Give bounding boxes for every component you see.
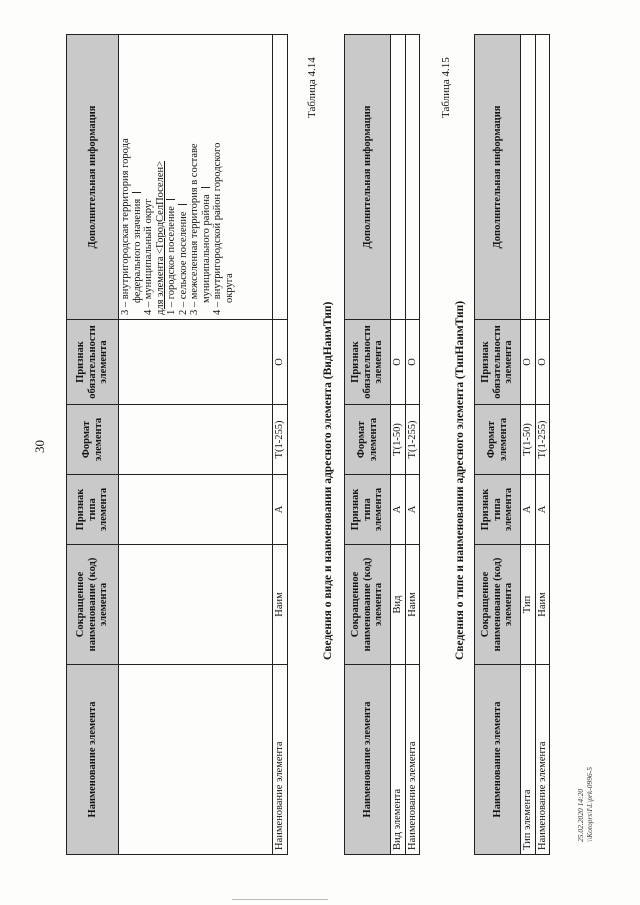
table-cell: О [521,320,536,405]
table-caption-4-15: Сведения о типе и наименовании адресного элемента (ТипНаимТип) [454,300,466,660]
table-cell: T(1-255) [405,405,420,475]
header-cell: Наименование элемента [67,665,119,855]
table-cell: О [405,320,420,405]
table-cell: А [535,475,550,545]
table-cell: А [405,475,420,545]
header-cell: Признак обязательности элемента [475,320,521,405]
info-line: 3 – межселенная территория в составе [189,143,201,315]
header-cell: Формат элемента [475,405,521,475]
header-cell: Дополнительная информация [67,35,119,320]
table-cell: Тип [521,545,536,665]
table-4-14-wrapper [344,34,420,855]
info-line: округа [223,273,235,303]
table-cell: Наим [405,545,420,665]
header-cell: Дополнительная информация [345,35,391,320]
info-line: муниципального района [201,39,213,315]
header-cell: Признак обязательности элемента [345,320,391,405]
table-label-4-15: Таблица 4.15 [440,57,452,118]
header-cell: Признак типа элемента [345,475,391,545]
info-line: 4 – муниципальный округ [143,198,155,315]
info-line: для элемента <ГородСелПоселен> [154,160,166,315]
table-cell: А [273,475,288,545]
table-cell: Вид [391,545,406,665]
additional-info-cell [119,35,273,320]
table-4-15 [474,34,550,855]
table-continuation [66,34,288,855]
header-cell: Наименование элемента [345,665,391,855]
table-cell: Наим [273,545,288,665]
table-row [521,35,536,855]
scan-artifact [232,899,328,900]
print-footer [576,767,594,842]
table-cell: T(1-50) [521,405,536,475]
table-row [119,35,273,855]
table-4-14 [344,34,420,855]
table-cell: Наименование элемента [405,665,420,855]
header-cell: Сокращенное наименование (код) элемента [475,545,521,665]
table-header-row [67,35,119,855]
header-cell: Формат элемента [67,405,119,475]
table-cell: T(1-255) [535,405,550,475]
table-cell [119,545,273,665]
page-number: 30 [32,440,47,453]
info-line: 1 – городское поселение [166,39,178,315]
table-cell: О [273,320,288,405]
header-cell: Сокращенное наименование (код) элемента [67,545,119,665]
table-cell: Тип элемента [521,665,536,855]
table-row [391,35,406,855]
table-cell [119,320,273,405]
table-cell: Наим [535,545,550,665]
table-cell [119,475,273,545]
table-label-4-14: Таблица 4.14 [306,57,318,118]
table-caption-4-14: Сведения о виде и наименовании адресного элемента (ВидНаимТип) [322,301,334,660]
table-cell [119,405,273,475]
table-cell [273,35,288,320]
info-line: 2 – сельское поселение [178,39,190,315]
table-row [273,35,288,855]
table-cell [521,35,536,320]
table-cell: А [521,475,536,545]
footer-path: \\Kotoprs\I\L\prk-0996-5 [585,766,594,842]
info-line: федерального значения [132,39,144,315]
table-header-row [475,35,521,855]
header-cell: Формат элемента [345,405,391,475]
table-cell: Наименование элемента [273,665,288,855]
table-cell [535,35,550,320]
header-cell: Дополнительная информация [475,35,521,320]
table-cell [391,35,406,320]
header-cell: Признак обязательности элемента [67,320,119,405]
table-row [405,35,420,855]
table-cell [119,665,273,855]
header-cell: Наименование элемента [475,665,521,855]
table-cell: Вид элемента [391,665,406,855]
table-continuation-wrapper [66,34,288,855]
table-cell: О [535,320,550,405]
info-line: 4 – внутригородской район городского [212,142,224,315]
table-cell: А [391,475,406,545]
header-cell: Признак типа элемента [475,475,521,545]
header-cell: Сокращенное наименование (код) элемента [345,545,391,665]
table-cell [405,35,420,320]
table-cell: T(1-255) [273,405,288,475]
table-cell: О [391,320,406,405]
footer-timestamp: 25.02.2020 14:20 [576,788,585,842]
header-cell: Признак типа элемента [67,475,119,545]
table-4-15-wrapper [474,34,550,855]
table-cell: Наименование элемента [535,665,550,855]
table-header-row [345,35,391,855]
table-cell: T(1-50) [391,405,406,475]
info-line: 3 – внутригородская территория города [120,138,131,315]
table-row [535,35,550,855]
